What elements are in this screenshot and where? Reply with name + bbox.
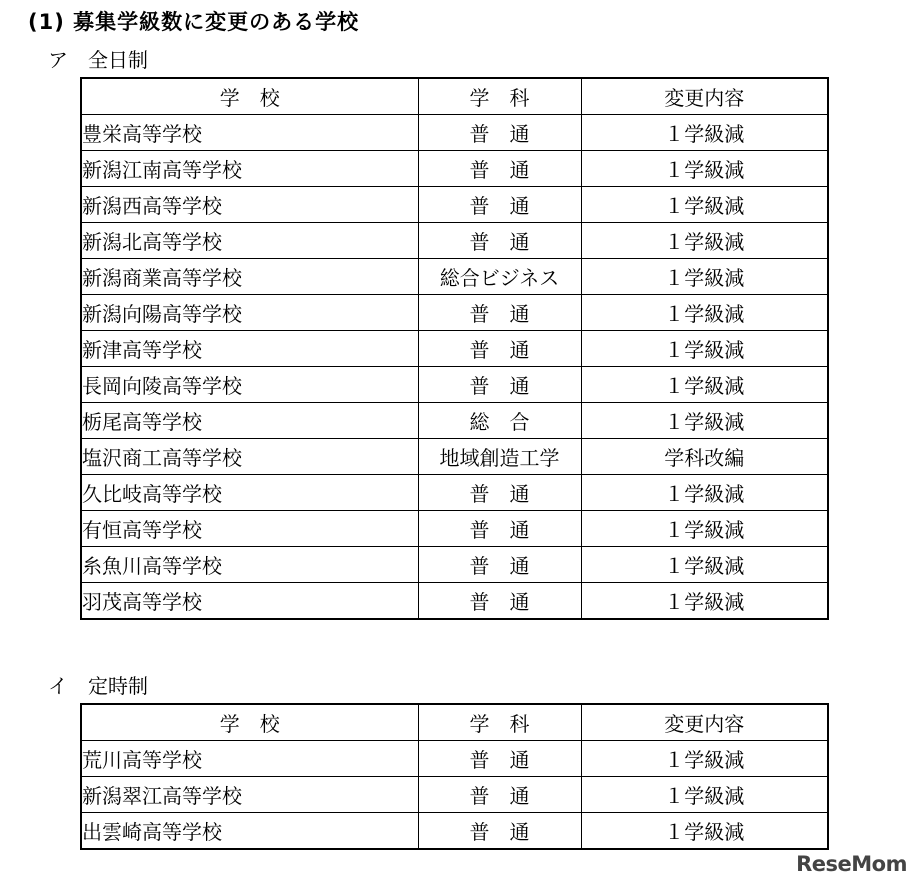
school-name-cell: 豊栄高等学校 (81, 115, 418, 151)
table-header-row (81, 704, 828, 741)
school-name-cell: 新潟江南高等学校 (81, 151, 418, 187)
school-name-cell: 久比岐高等学校 (81, 475, 418, 511)
column-header-department: 学 科 (418, 704, 581, 741)
change-cell: １学級減 (581, 223, 828, 259)
school-name-cell: 新潟翠江高等学校 (81, 777, 418, 813)
page-heading: (1) 募集学級数に変更のある学校 (28, 10, 360, 34)
change-cell: １学級減 (581, 511, 828, 547)
change-cell: １学級減 (581, 367, 828, 403)
department-cell: 普 通 (418, 583, 581, 620)
table-row (81, 115, 828, 151)
table-header-row (81, 78, 828, 115)
department-cell: 普 通 (418, 367, 581, 403)
parttime-schools-table (80, 703, 829, 850)
table-row (81, 741, 828, 777)
section-title-parttime: イ 定時制 (48, 674, 148, 698)
department-cell: 普 通 (418, 187, 581, 223)
department-cell: 普 通 (418, 295, 581, 331)
change-cell: １学級減 (581, 115, 828, 151)
school-name-cell: 新潟向陽高等学校 (81, 295, 418, 331)
change-cell: １学級減 (581, 547, 828, 583)
change-cell: １学級減 (581, 151, 828, 187)
department-cell: 普 通 (418, 813, 581, 850)
school-name-cell: 新潟西高等学校 (81, 187, 418, 223)
column-header-change: 変更内容 (581, 78, 828, 115)
department-cell: 普 通 (418, 511, 581, 547)
change-cell: １学級減 (581, 259, 828, 295)
department-cell: 普 通 (418, 547, 581, 583)
table-row (81, 511, 828, 547)
department-cell: 普 通 (418, 223, 581, 259)
table-row (81, 475, 828, 511)
resemom-watermark-logo: ReseMom (796, 852, 907, 876)
department-cell: 地域創造工学 (418, 439, 581, 475)
table-row (81, 295, 828, 331)
change-cell: １学級減 (581, 295, 828, 331)
fulltime-schools-table (80, 77, 829, 620)
column-header-change: 変更内容 (581, 704, 828, 741)
table-row (81, 331, 828, 367)
department-cell: 普 通 (418, 741, 581, 777)
change-cell: １学級減 (581, 331, 828, 367)
school-name-cell: 新津高等学校 (81, 331, 418, 367)
table-row (81, 583, 828, 620)
school-name-cell: 新潟商業高等学校 (81, 259, 418, 295)
department-cell: 普 通 (418, 115, 581, 151)
table-row (81, 223, 828, 259)
change-cell: １学級減 (581, 741, 828, 777)
table-row (81, 439, 828, 475)
change-cell: １学級減 (581, 475, 828, 511)
table-row (81, 367, 828, 403)
change-cell: １学級減 (581, 813, 828, 850)
school-name-cell: 栃尾高等学校 (81, 403, 418, 439)
department-cell: 普 通 (418, 475, 581, 511)
table-row (81, 151, 828, 187)
department-cell: 総 合 (418, 403, 581, 439)
school-name-cell: 糸魚川高等学校 (81, 547, 418, 583)
table-row (81, 777, 828, 813)
change-cell: １学級減 (581, 403, 828, 439)
school-name-cell: 塩沢商工高等学校 (81, 439, 418, 475)
table-row (81, 187, 828, 223)
school-name-cell: 荒川高等学校 (81, 741, 418, 777)
school-name-cell: 長岡向陵高等学校 (81, 367, 418, 403)
change-cell: １学級減 (581, 187, 828, 223)
school-name-cell: 新潟北高等学校 (81, 223, 418, 259)
change-cell: １学級減 (581, 777, 828, 813)
section-title-fulltime: ア 全日制 (48, 48, 148, 72)
department-cell: 普 通 (418, 331, 581, 367)
table-row (81, 403, 828, 439)
table-row (81, 547, 828, 583)
table-row (81, 259, 828, 295)
change-cell: 学科改編 (581, 439, 828, 475)
department-cell: 普 通 (418, 777, 581, 813)
school-name-cell: 有恒高等学校 (81, 511, 418, 547)
change-cell: １学級減 (581, 583, 828, 620)
table-row (81, 813, 828, 850)
school-name-cell: 羽茂高等学校 (81, 583, 418, 620)
column-header-department: 学 科 (418, 78, 581, 115)
department-cell: 普 通 (418, 151, 581, 187)
department-cell: 総合ビジネス (418, 259, 581, 295)
column-header-school: 学 校 (81, 78, 418, 115)
school-name-cell: 出雲崎高等学校 (81, 813, 418, 850)
column-header-school: 学 校 (81, 704, 418, 741)
